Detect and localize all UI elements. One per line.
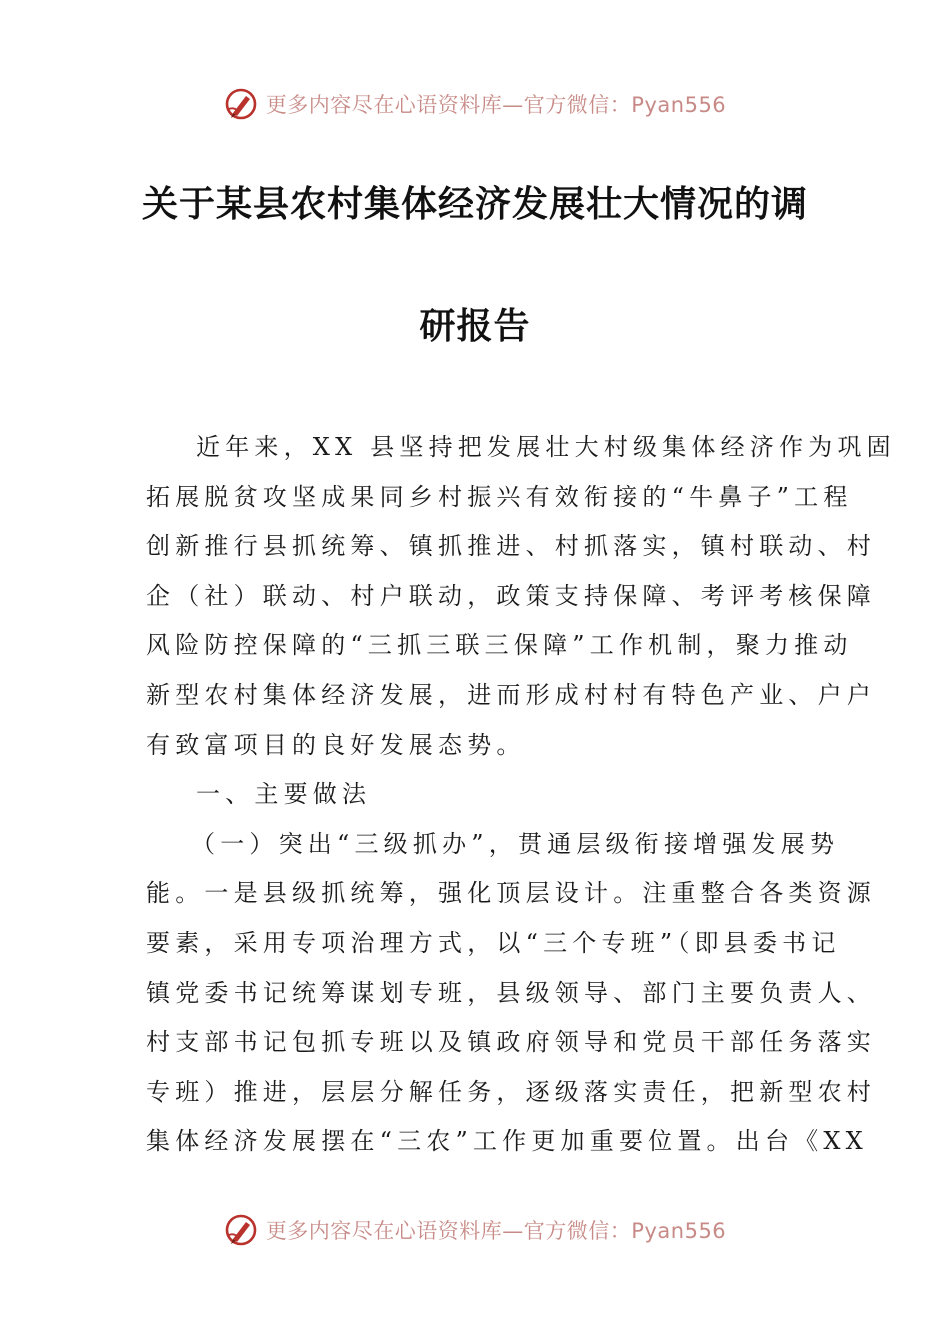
body-line: 镇党委书记统筹谋划专班，县级领导、部门主要负责人、 <box>146 978 876 1007</box>
body-line: 能。一是县级抓统筹，强化顶层设计。注重整合各类资源 <box>146 879 876 908</box>
body-line: 企（社）联动、村户联动，政策支持保障、考评考核保障 <box>146 581 876 610</box>
pen-logo-icon <box>224 87 258 121</box>
body-line: 近年来，XX 县坚持把发展壮大村级集体经济作为巩固 <box>196 433 896 461</box>
body-line: 创新推行县抓统筹、镇抓推进、村抓落实，镇村联动、村 <box>146 532 876 561</box>
watermark-text: 更多内容尽在心语资料库—官方微信：Pyan556 <box>265 93 727 117</box>
document-body <box>146 423 896 1167</box>
body-line: 有致富项目的良好发展态势。 <box>146 730 526 759</box>
watermark-footer <box>0 1208 950 1252</box>
subsection-heading: （一）突出“三级抓办”，贯通层级衔接增强发展势 <box>191 829 840 858</box>
watermark-text: 更多内容尽在心语资料库—官方微信：Pyan556 <box>265 1219 727 1243</box>
body-line: 拓展脱贫攻坚成果同乡村振兴有效衔接的“牛鼻子”工程 <box>146 482 853 511</box>
document-title-line-1: 关于某县农村集体经济发展壮大情况的调 <box>141 184 808 225</box>
body-line: 要素，采用专项治理方式，以“三个专班”（即县委书记 <box>146 928 841 957</box>
body-line: 专班）推进，层层分解任务，逐级落实责任，把新型农村 <box>146 1077 876 1106</box>
body-line: 风险防控保障的“三抓三联三保障”工作机制，聚力推动 <box>146 631 853 660</box>
document-title-line-2: 研报告 <box>419 306 531 347</box>
body-line: 集体经济发展摆在“三农”工作更加重要位置。出台《XX <box>146 1127 868 1156</box>
section-heading: 一、主要做法 <box>196 780 372 809</box>
watermark-header <box>0 82 950 126</box>
body-line: 新型农村集体经济发展，进而形成村村有特色产业、户户 <box>146 680 876 709</box>
pen-logo-icon <box>224 1213 258 1247</box>
body-line: 村支部书记包抓专班以及镇政府领导和党员干部任务落实 <box>146 1028 876 1057</box>
